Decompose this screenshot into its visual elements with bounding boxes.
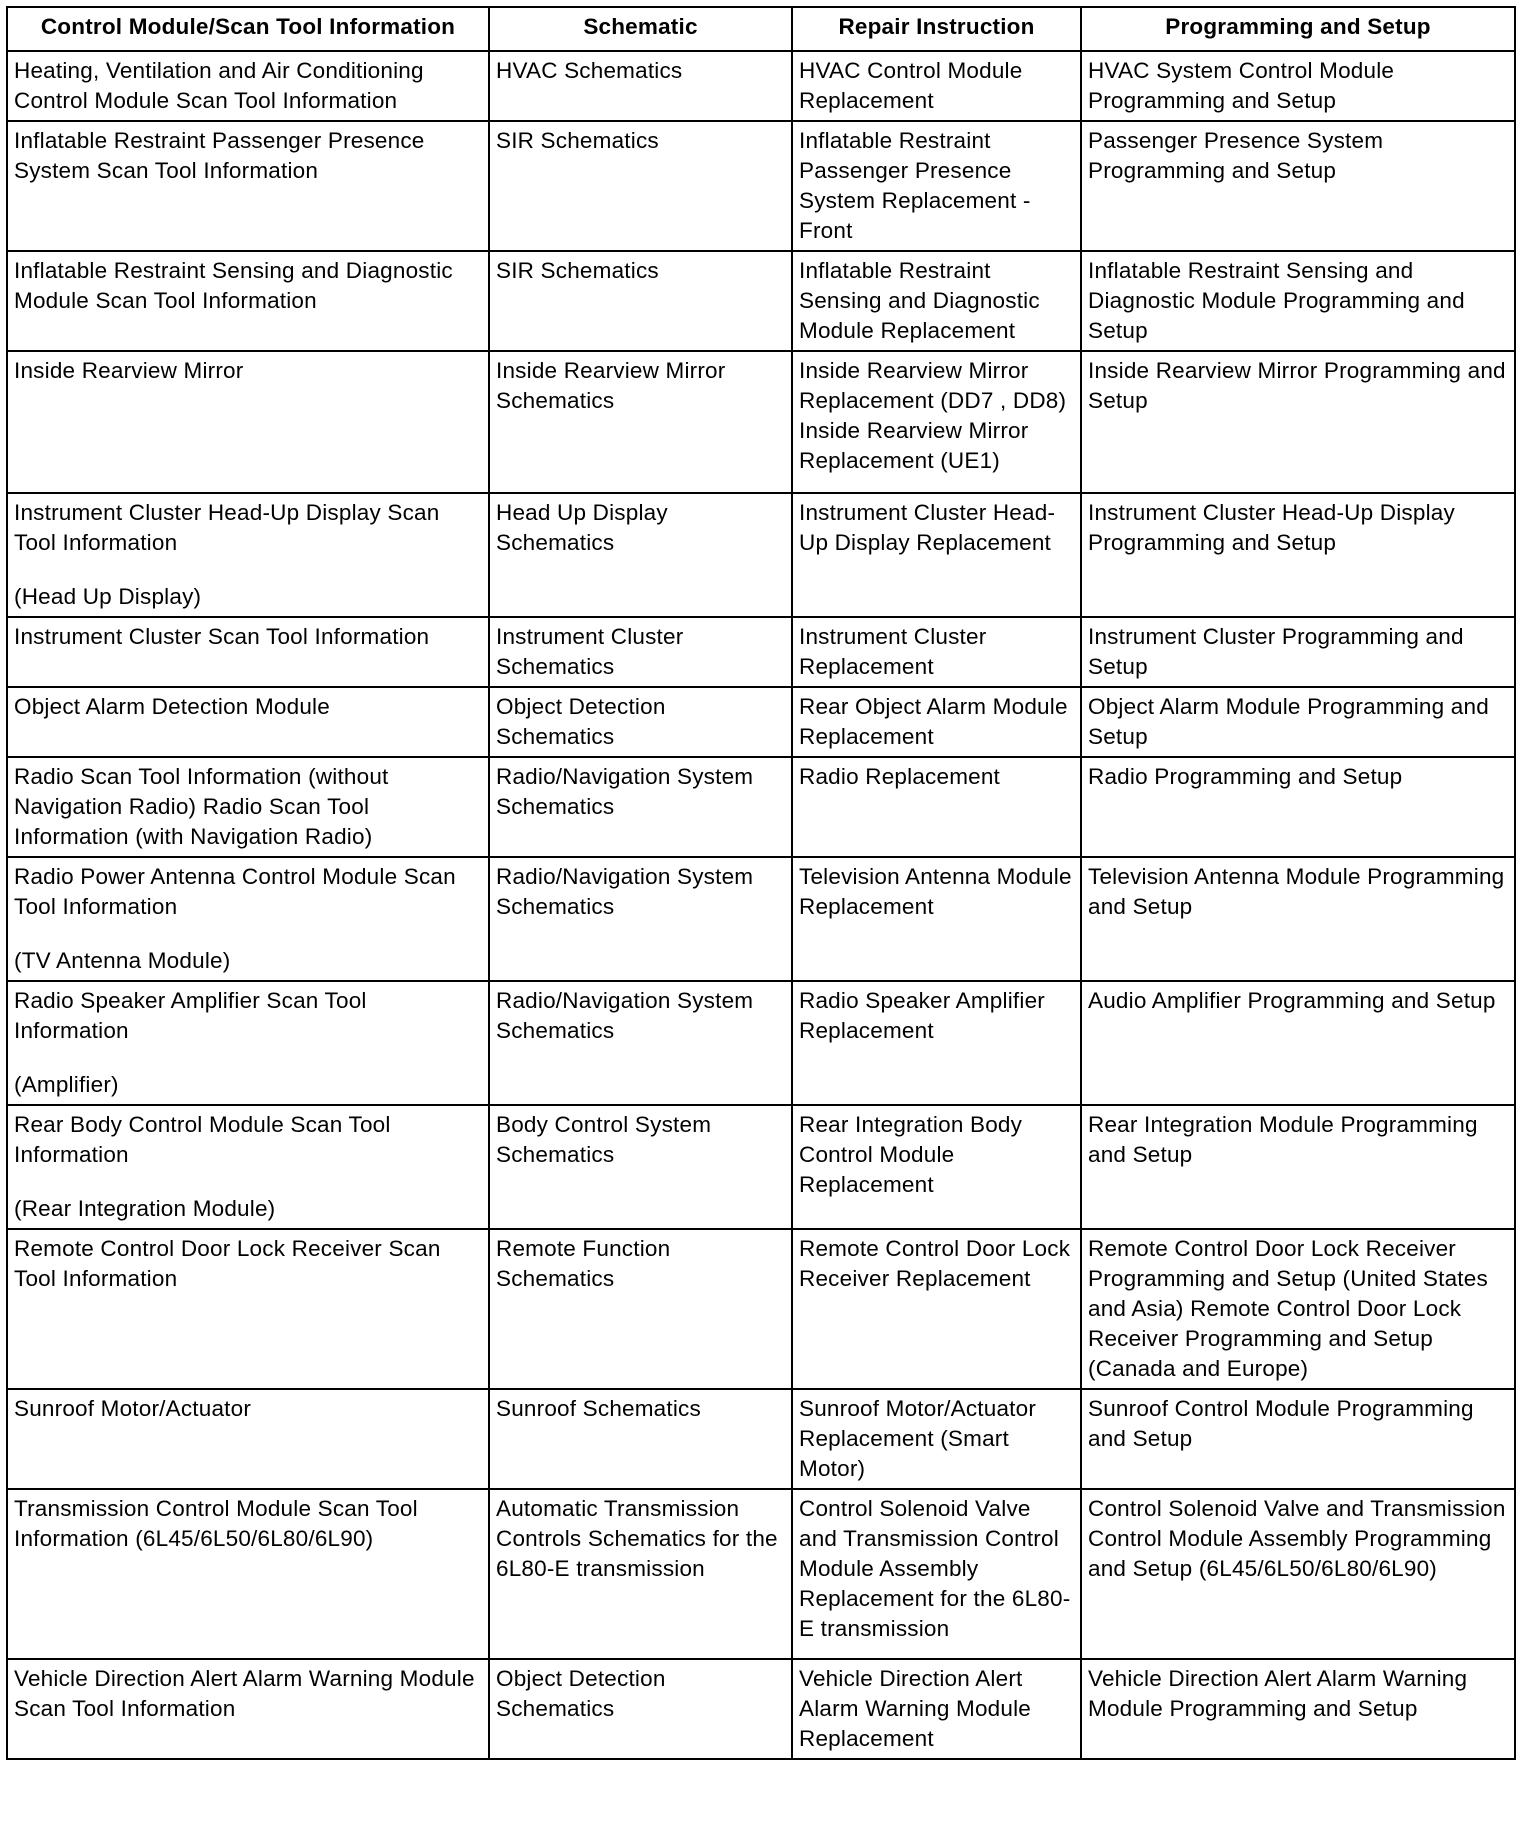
cell-programming: Vehicle Direction Alert Alarm Warning Module Programming and Setup xyxy=(1081,1659,1515,1759)
module-text: Sunroof Motor/Actuator xyxy=(14,1396,252,1421)
module-note: (TV Antenna Module) xyxy=(14,948,231,973)
module-text: Inflatable Restraint Passenger Presence System Scan Tool Information xyxy=(14,128,425,183)
module-info-table xyxy=(6,6,1516,1760)
cell-repair: HVAC Control Module Replacement xyxy=(792,51,1081,121)
cell-repair: Control Solenoid Valve and Transmission Control Module Assembly Replacement for the 6L80-E transmission xyxy=(792,1489,1081,1659)
cell-programming: Inflatable Restraint Sensing and Diagnostic Module Programming and Setup xyxy=(1081,251,1515,351)
cell-schematic: Instrument Cluster Schematics xyxy=(489,617,792,687)
cell-schematic: SIR Schematics xyxy=(489,251,792,351)
cell-module xyxy=(7,493,489,617)
header-schematic: Schematic xyxy=(489,7,792,51)
cell-schematic: Sunroof Schematics xyxy=(489,1389,792,1489)
table-row xyxy=(7,1389,1515,1489)
module-text: Inflatable Restraint Sensing and Diagnostic Module Scan Tool Information xyxy=(14,258,453,313)
table-row xyxy=(7,351,1515,493)
cell-programming: Radio Programming and Setup xyxy=(1081,757,1515,857)
cell-repair: Television Antenna Module Replacement xyxy=(792,857,1081,981)
table-row xyxy=(7,493,1515,617)
cell-schematic: Automatic Transmission Controls Schematics for the 6L80-E transmission xyxy=(489,1489,792,1659)
cell-schematic: HVAC Schematics xyxy=(489,51,792,121)
cell-repair: Instrument Cluster Head-Up Display Replacement xyxy=(792,493,1081,617)
cell-module xyxy=(7,1489,489,1659)
cell-repair: Remote Control Door Lock Receiver Replacement xyxy=(792,1229,1081,1389)
cell-repair: Inflatable Restraint Sensing and Diagnostic Module Replacement xyxy=(792,251,1081,351)
cell-repair: Inside Rearview Mirror Replacement (DD7 , DD8) Inside Rearview Mirror Replacement (UE1) xyxy=(792,351,1081,493)
module-text: Heating, Ventilation and Air Conditioning Control Module Scan Tool Information xyxy=(14,58,424,113)
table-row xyxy=(7,1489,1515,1659)
cell-module xyxy=(7,981,489,1105)
table-body xyxy=(7,51,1515,1759)
cell-module xyxy=(7,1389,489,1489)
cell-module xyxy=(7,857,489,981)
cell-module xyxy=(7,1229,489,1389)
table-row xyxy=(7,1229,1515,1389)
cell-repair: Radio Speaker Amplifier Replacement xyxy=(792,981,1081,1105)
table-row xyxy=(7,687,1515,757)
cell-programming: Rear Integration Module Programming and Setup xyxy=(1081,1105,1515,1229)
cell-module xyxy=(7,51,489,121)
cell-repair: Inflatable Restraint Passenger Presence System Replacement - Front xyxy=(792,121,1081,251)
cell-repair: Rear Object Alarm Module Replacement xyxy=(792,687,1081,757)
cell-schematic: Radio/Navigation System Schematics xyxy=(489,757,792,857)
module-text: Inside Rearview Mirror xyxy=(14,358,244,383)
cell-schematic: Head Up Display Schematics xyxy=(489,493,792,617)
cell-programming: Instrument Cluster Head-Up Display Programming and Setup xyxy=(1081,493,1515,617)
table-row xyxy=(7,121,1515,251)
cell-module xyxy=(7,757,489,857)
cell-module xyxy=(7,1659,489,1759)
cell-schematic: Object Detection Schematics xyxy=(489,1659,792,1759)
cell-schematic: Radio/Navigation System Schematics xyxy=(489,857,792,981)
cell-module xyxy=(7,251,489,351)
cell-programming: Passenger Presence System Programming and Setup xyxy=(1081,121,1515,251)
module-text: Radio Speaker Amplifier Scan Tool Information xyxy=(14,988,367,1043)
module-text: Transmission Control Module Scan Tool Information (6L45/6L50/6L80/6L90) xyxy=(14,1496,418,1551)
cell-schematic: Inside Rearview Mirror Schematics xyxy=(489,351,792,493)
cell-programming: HVAC System Control Module Programming and Setup xyxy=(1081,51,1515,121)
module-text: Instrument Cluster Scan Tool Information xyxy=(14,624,430,649)
cell-schematic: Body Control System Schematics xyxy=(489,1105,792,1229)
table-row xyxy=(7,1659,1515,1759)
cell-schematic: SIR Schematics xyxy=(489,121,792,251)
header-programming: Programming and Setup xyxy=(1081,7,1515,51)
cell-module xyxy=(7,121,489,251)
table-row xyxy=(7,981,1515,1105)
cell-programming: Remote Control Door Lock Receiver Programming and Setup (United States and Asia) Remote Control Door Lock Receiver Programming and Setup (Canada and Europe) xyxy=(1081,1229,1515,1389)
cell-programming: Audio Amplifier Programming and Setup xyxy=(1081,981,1515,1105)
cell-repair: Radio Replacement xyxy=(792,757,1081,857)
module-text: Instrument Cluster Head-Up Display Scan Tool Information xyxy=(14,500,440,555)
table-row xyxy=(7,857,1515,981)
cell-schematic: Object Detection Schematics xyxy=(489,687,792,757)
cell-repair: Vehicle Direction Alert Alarm Warning Module Replacement xyxy=(792,1659,1081,1759)
cell-schematic: Radio/Navigation System Schematics xyxy=(489,981,792,1105)
module-note: (Rear Integration Module) xyxy=(14,1196,276,1221)
table-row xyxy=(7,757,1515,857)
table-row xyxy=(7,251,1515,351)
cell-repair: Sunroof Motor/Actuator Replacement (Smart Motor) xyxy=(792,1389,1081,1489)
header-row xyxy=(7,7,1515,51)
table-row xyxy=(7,617,1515,687)
module-note: (Amplifier) xyxy=(14,1072,119,1097)
cell-programming: Television Antenna Module Programming and Setup xyxy=(1081,857,1515,981)
cell-programming: Instrument Cluster Programming and Setup xyxy=(1081,617,1515,687)
cell-module xyxy=(7,1105,489,1229)
module-text: Rear Body Control Module Scan Tool Information xyxy=(14,1112,391,1167)
module-text: Remote Control Door Lock Receiver Scan Tool Information xyxy=(14,1236,441,1291)
module-text: Object Alarm Detection Module xyxy=(14,694,330,719)
header-module: Control Module/Scan Tool Information xyxy=(7,7,489,51)
module-note: (Head Up Display) xyxy=(14,584,202,609)
cell-module xyxy=(7,687,489,757)
cell-schematic: Remote Function Schematics xyxy=(489,1229,792,1389)
header-repair: Repair Instruction xyxy=(792,7,1081,51)
cell-repair: Rear Integration Body Control Module Replacement xyxy=(792,1105,1081,1229)
cell-repair: Instrument Cluster Replacement xyxy=(792,617,1081,687)
cell-module xyxy=(7,351,489,493)
cell-programming: Object Alarm Module Programming and Setup xyxy=(1081,687,1515,757)
cell-programming: Inside Rearview Mirror Programming and Setup xyxy=(1081,351,1515,493)
module-text: Radio Scan Tool Information (without Navigation Radio) Radio Scan Tool Information (with Navigation Radio) xyxy=(14,764,389,849)
module-text: Radio Power Antenna Control Module Scan Tool Information xyxy=(14,864,456,919)
cell-module xyxy=(7,617,489,687)
cell-programming: Sunroof Control Module Programming and Setup xyxy=(1081,1389,1515,1489)
cell-programming: Control Solenoid Valve and Transmission Control Module Assembly Programming and Setup (6L45/6L50/6L80/6L90) xyxy=(1081,1489,1515,1659)
module-text: Vehicle Direction Alert Alarm Warning Module Scan Tool Information xyxy=(14,1666,475,1721)
table-row xyxy=(7,1105,1515,1229)
table-row xyxy=(7,51,1515,121)
